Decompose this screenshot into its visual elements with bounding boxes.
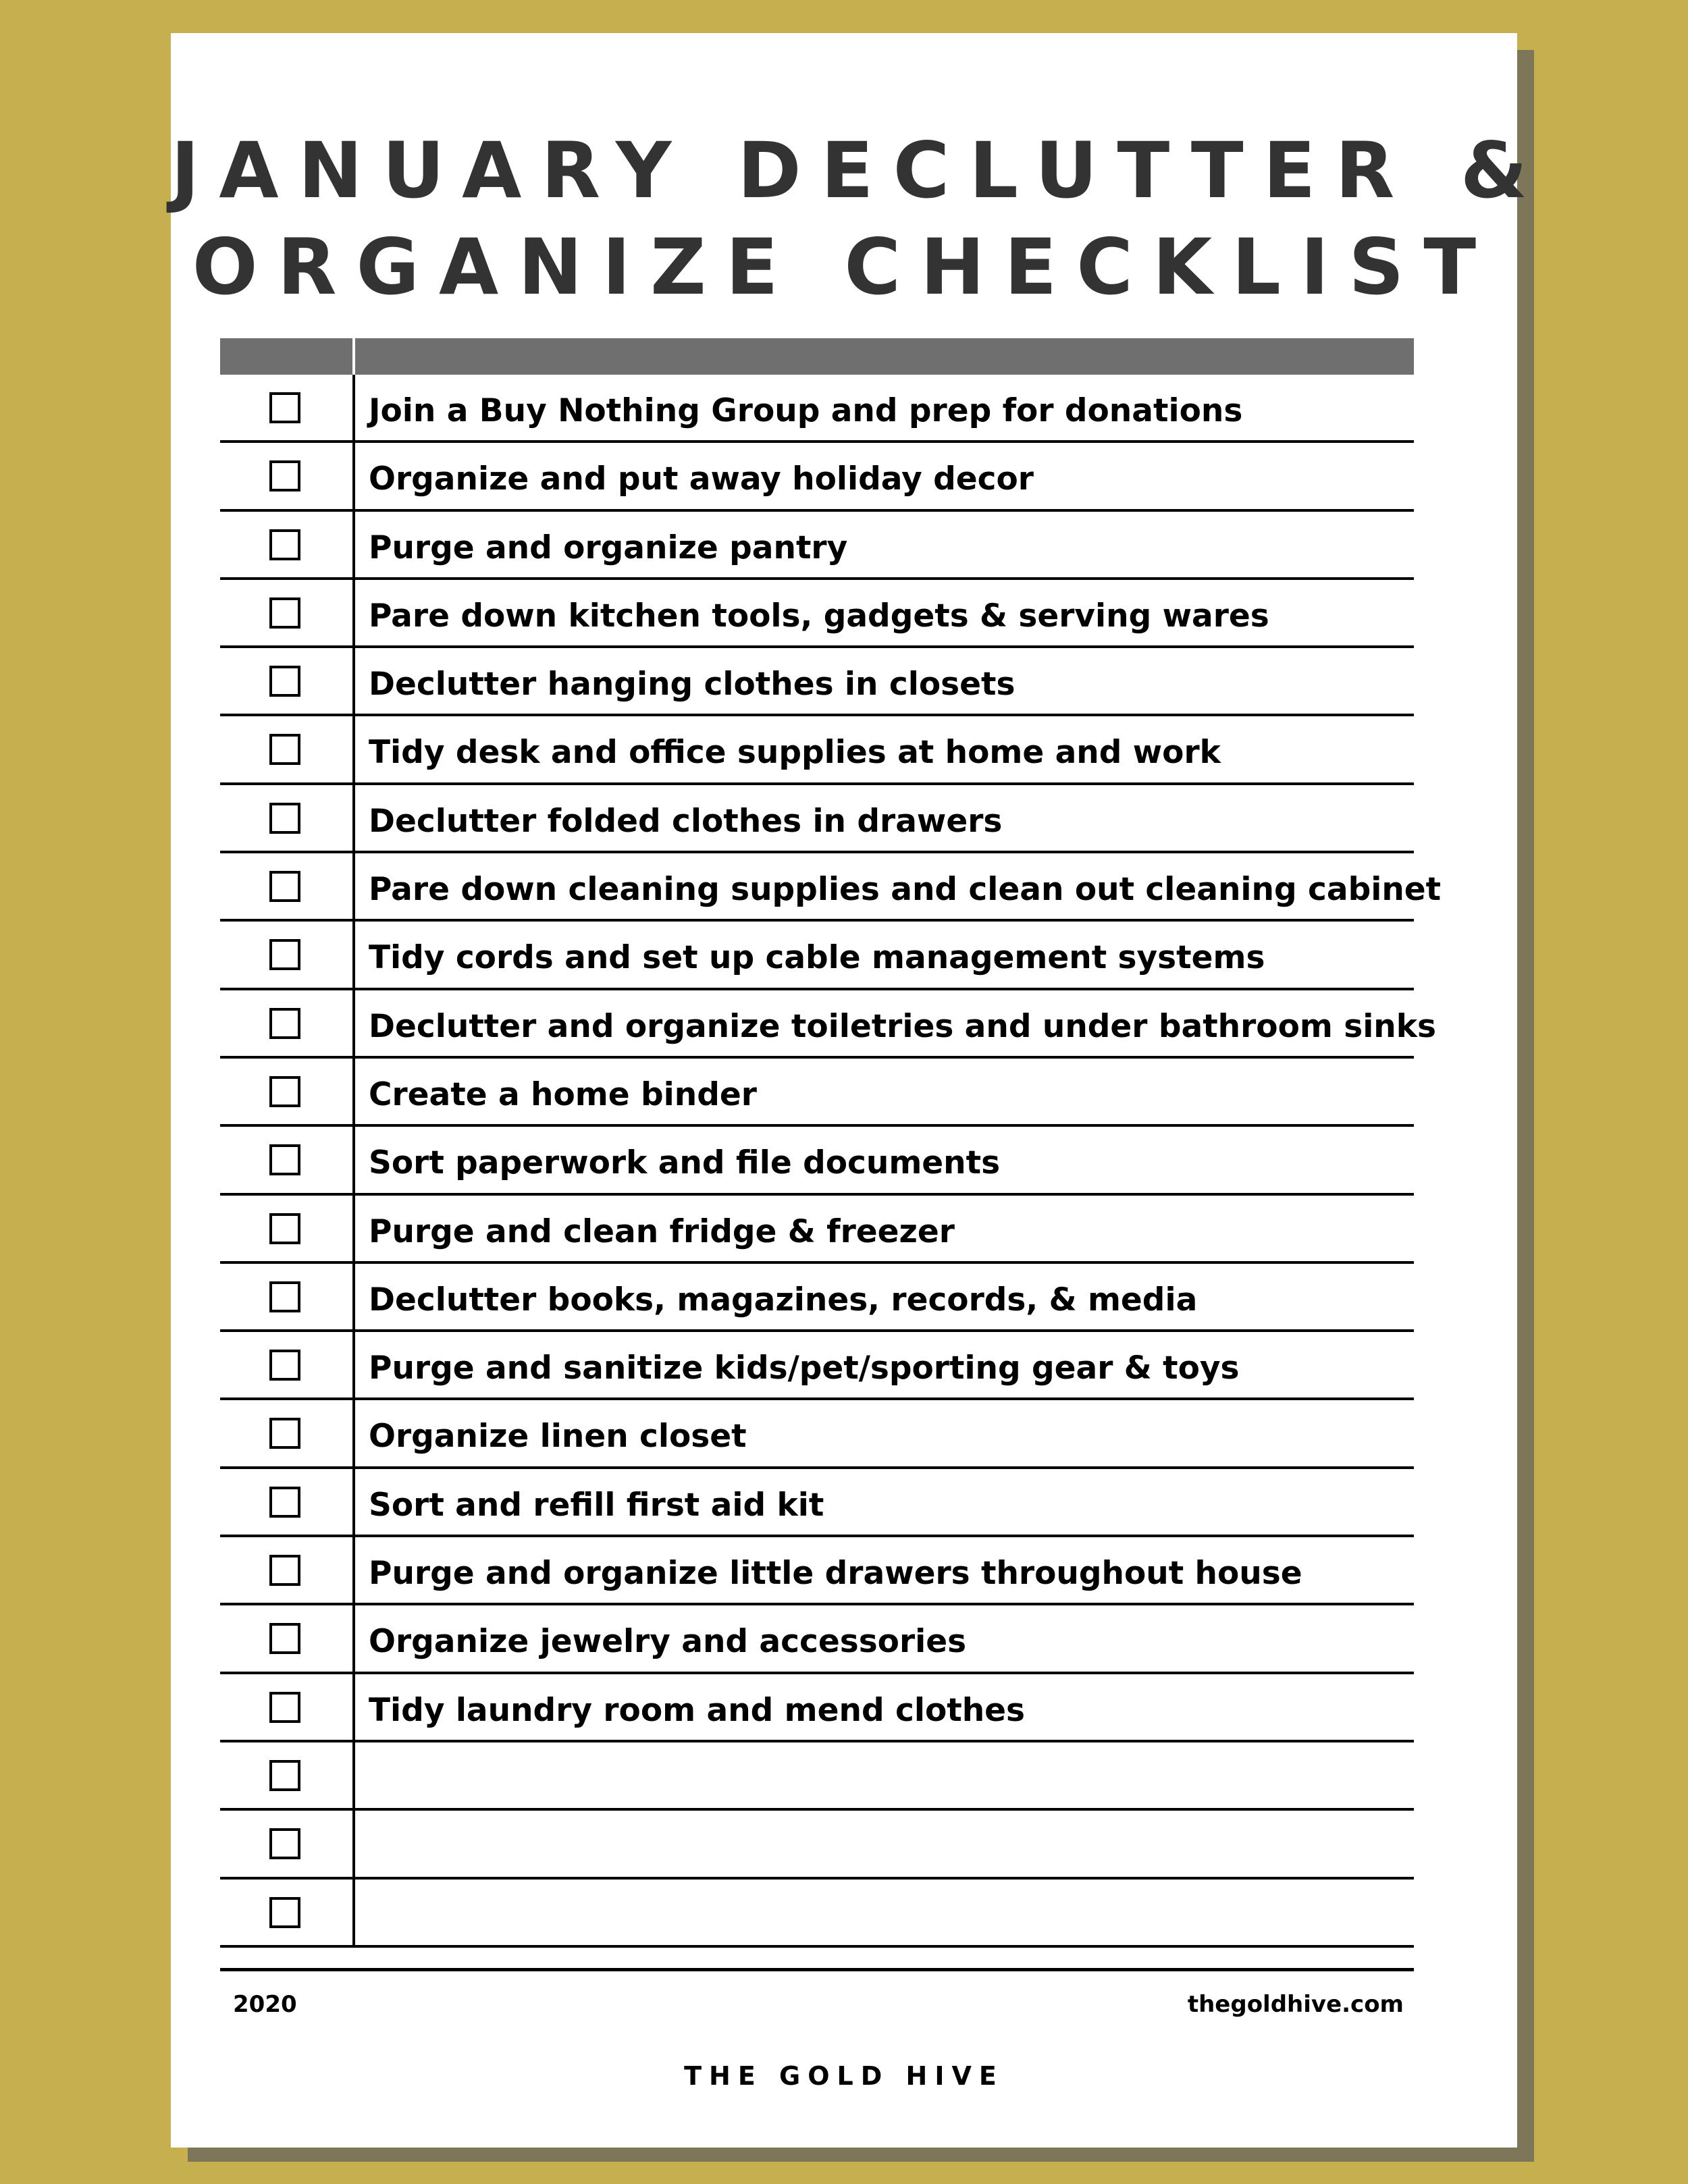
checkbox[interactable] — [269, 1144, 300, 1175]
checklist-row — [220, 580, 1414, 648]
checklist-row — [220, 1196, 1414, 1264]
task-label: Purge and organize little drawers throughout house — [369, 1555, 1302, 1593]
checklist-rows — [220, 375, 1442, 1948]
checklist-row — [220, 512, 1414, 580]
checkbox[interactable] — [269, 1692, 300, 1723]
checkbox[interactable] — [269, 939, 300, 970]
checkbox[interactable] — [269, 1076, 300, 1107]
checklist-row — [220, 1605, 1414, 1674]
checklist-row — [220, 1811, 1414, 1879]
table-header-bar — [220, 338, 1414, 375]
checklist-row — [220, 1537, 1414, 1605]
checklist-row — [220, 785, 1414, 853]
task-label: Organize jewelry and accessories — [369, 1623, 967, 1661]
task-label: Sort paperwork and file documents — [369, 1144, 1001, 1182]
checkbox[interactable] — [269, 392, 300, 423]
checkbox[interactable] — [269, 871, 300, 902]
checkbox[interactable] — [269, 1828, 300, 1859]
task-label: Create a home binder — [369, 1075, 757, 1113]
task-label: Organize and put away holiday decor — [369, 460, 1034, 498]
checklist-row — [220, 443, 1414, 511]
checklist-row — [220, 1880, 1414, 1948]
checkbox[interactable] — [269, 1418, 300, 1449]
checklist-row — [220, 922, 1414, 990]
page-title-line-2: ORGANIZE CHECKLIST — [192, 222, 1496, 312]
checkbox[interactable] — [269, 734, 300, 765]
task-label: Tidy desk and office supplies at home and work — [369, 734, 1221, 772]
task-label: Declutter books, magazines, records, & media — [369, 1281, 1198, 1319]
checklist-row — [220, 853, 1442, 922]
task-label: Tidy cords and set up cable management systems — [369, 939, 1265, 977]
footer-divider — [220, 1968, 1414, 1971]
task-label: Pare down kitchen tools, gadgets & serving wares — [369, 597, 1269, 635]
task-label: Sort and refill first aid kit — [369, 1486, 824, 1524]
task-label: Pare down cleaning supplies and clean out cleaning cabinet — [369, 871, 1442, 909]
checklist-row — [220, 1400, 1414, 1468]
task-label: Tidy laundry room and mend clothes — [369, 1691, 1026, 1729]
checkbox[interactable] — [269, 1555, 300, 1586]
task-label: Purge and clean fridge & freezer — [369, 1213, 955, 1250]
checkbox[interactable] — [269, 1623, 300, 1654]
checkbox[interactable] — [269, 1897, 300, 1928]
checklist-row — [220, 1674, 1414, 1742]
task-label: Declutter folded clothes in drawers — [369, 802, 1003, 840]
checklist-sheet — [171, 33, 1548, 2148]
task-label: Declutter and organize toiletries and under bathroom sinks — [369, 1007, 1436, 1045]
task-label: Declutter hanging clothes in closets — [369, 666, 1016, 703]
header-divider — [352, 338, 355, 375]
checkbox[interactable] — [269, 597, 300, 629]
checkbox[interactable] — [269, 666, 300, 697]
task-label: Purge and sanitize kids/pet/sporting gear & toys — [369, 1350, 1240, 1387]
task-label: Join a Buy Nothing Group and prep for donations — [369, 392, 1243, 429]
checklist-row — [220, 716, 1414, 784]
checklist-table — [220, 338, 1442, 1948]
checkbox[interactable] — [269, 1008, 300, 1039]
checkbox[interactable] — [269, 460, 300, 491]
footer-year: 2020 — [233, 1991, 297, 2018]
checkbox[interactable] — [269, 1213, 300, 1244]
task-label: Purge and organize pantry — [369, 529, 848, 566]
checkbox[interactable] — [269, 1760, 300, 1791]
brand-name: THE GOLD HIVE — [684, 2061, 1004, 2091]
checklist-row — [220, 1127, 1414, 1195]
checkbox[interactable] — [269, 803, 300, 834]
checkbox[interactable] — [269, 1487, 300, 1518]
task-label: Organize linen closet — [369, 1418, 747, 1456]
checklist-row — [220, 1469, 1414, 1537]
checklist-row — [220, 648, 1414, 716]
checklist-row — [220, 1264, 1414, 1332]
checkbox[interactable] — [269, 1281, 300, 1312]
checklist-row — [220, 1742, 1414, 1811]
checklist-row — [220, 1332, 1414, 1400]
page-title-line-1: JANUARY DECLUTTER & — [171, 126, 1548, 215]
checklist-row — [220, 375, 1414, 443]
checklist-row — [220, 1059, 1414, 1127]
checkbox[interactable] — [269, 529, 300, 560]
checklist-row — [220, 990, 1436, 1059]
footer-website[interactable]: thegoldhive.com — [1187, 1991, 1404, 2018]
checkbox[interactable] — [269, 1350, 300, 1381]
